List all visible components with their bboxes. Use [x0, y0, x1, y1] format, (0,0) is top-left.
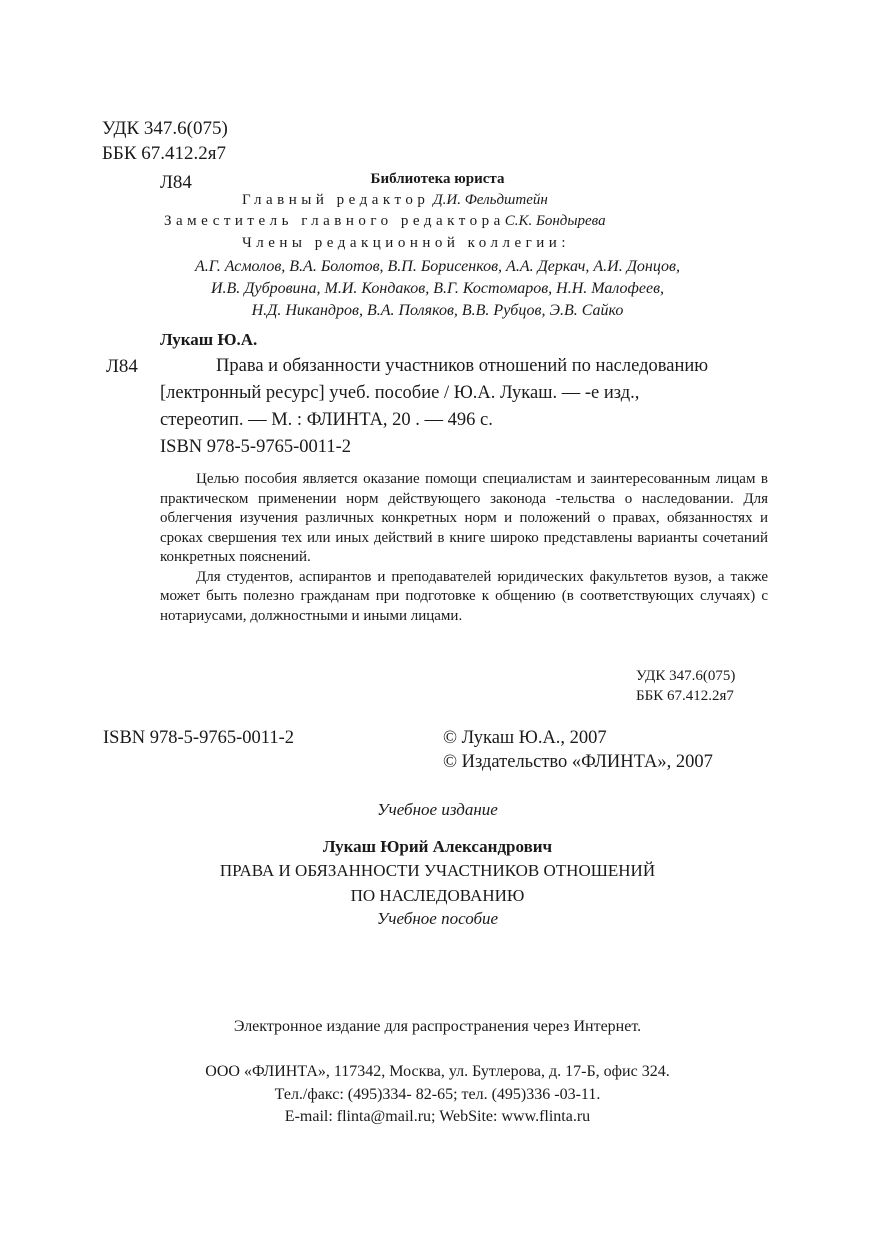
- record-line: ISBN 978-5-9765-0011-2: [160, 437, 351, 457]
- imprint-title-line: ПРАВА И ОБЯЗАННОСТИ УЧАСТНИКОВ ОТНОШЕНИЙ: [219, 861, 656, 880]
- isbn: ISBN 978-5-9765-0011-2: [103, 728, 294, 748]
- publisher-address: ООО «ФЛИНТА», 117342, Москва, ул. Бутлерова, д. 17-Б, офис 324.: [205, 1063, 670, 1080]
- edition-kind: Учебное издание: [377, 800, 498, 819]
- imprint-type: Учебное пособие: [376, 909, 499, 928]
- udk-code: УДК 347.6(075): [636, 668, 736, 684]
- imprint-author: Лукаш Юрий Александрович: [322, 837, 553, 856]
- udk-code: УДК 347.6(075): [102, 118, 228, 139]
- chief-editor-name: Д.И. Фельдштейн: [433, 192, 548, 208]
- record-author: Лукаш Ю.А.: [160, 330, 258, 349]
- board-members-line: А.Г. Асмолов, В.А. Болотов, В.П. Борисенков, А.А. Деркач, А.И. Донцов,: [195, 258, 680, 275]
- publisher-contacts: E-mail: flinta@mail.ru; WebSite: www.flinta.ru: [284, 1108, 591, 1125]
- deputy-editor-name: С.К. Бондырева: [504, 213, 606, 229]
- copyright-block: [443, 726, 713, 774]
- copyright-publisher: © Издательство «ФЛИНТА», 2007: [443, 752, 713, 772]
- udk-bbk-right: [636, 666, 735, 706]
- author-code-top: Л84: [160, 172, 192, 193]
- chief-editor-label: Главный редактор: [242, 192, 430, 208]
- board-members-line: Н.Д. Никандров, В.А. Поляков, В.В. Рубцов, Э.В. Сайко: [251, 302, 624, 319]
- abstract-paragraph: Целью пособия является оказание помощи специалистам и заинтересованным лицам в практическом применении норм действующего законода -тельства о наследовании. Для облегчения изучения различных конкретных норм и положений о правах, обязанностях и сроках свершения тех или иных действий в книге широко представлены варианты сочетаний конкретных пояснений.: [160, 471, 768, 565]
- board-members: [0, 256, 875, 322]
- chief-editor-line: [242, 192, 548, 209]
- publisher-phones: Тел./факс: (495)334- 82-65; тел. (495)336 -03-11.: [274, 1086, 601, 1103]
- deputy-editor-line: [164, 213, 606, 230]
- abstract: [160, 470, 768, 626]
- imprint-title-line: ПО НАСЛЕДОВАНИЮ: [350, 886, 525, 905]
- record-line: [лектронный ресурс] учеб. пособие / Ю.А. Лукаш. — -е изд.,: [160, 383, 640, 403]
- board-members-line: И.В. Дубровина, М.И. Кондаков, В.Г. Костомаров, Н.Н. Малофеев,: [210, 280, 665, 297]
- bbk-code: ББК 67.412.2я7: [636, 688, 734, 704]
- series-title: Библиотека юриста: [370, 171, 505, 187]
- record-author-code: Л84: [106, 356, 138, 377]
- board-label: Члены редакционной коллегии:: [242, 235, 571, 251]
- record-line: стереотип. — М. : ФЛИНТА, 20 . — 496 с.: [160, 410, 493, 430]
- record-line: Права и обязанности участников отношений по наследованию: [216, 356, 709, 376]
- deputy-editor-label: Заместитель главного редактора: [164, 213, 505, 229]
- copyright-author: © Лукаш Ю.А., 2007: [443, 728, 607, 748]
- electronic-edition-note: Электронное издание для распространения через Интернет.: [233, 1018, 642, 1035]
- udk-bbk-top: [102, 116, 228, 166]
- bbk-code: ББК 67.412.2я7: [102, 143, 226, 164]
- bibliographic-record: [160, 353, 770, 461]
- abstract-paragraph: Для студентов, аспирантов и преподавателей юридических факультетов вузов, а также может быть полезно гражданам при подготовке к общению (в соответствующих случаях) с нотариусами, должностными и иными лицами.: [160, 568, 768, 624]
